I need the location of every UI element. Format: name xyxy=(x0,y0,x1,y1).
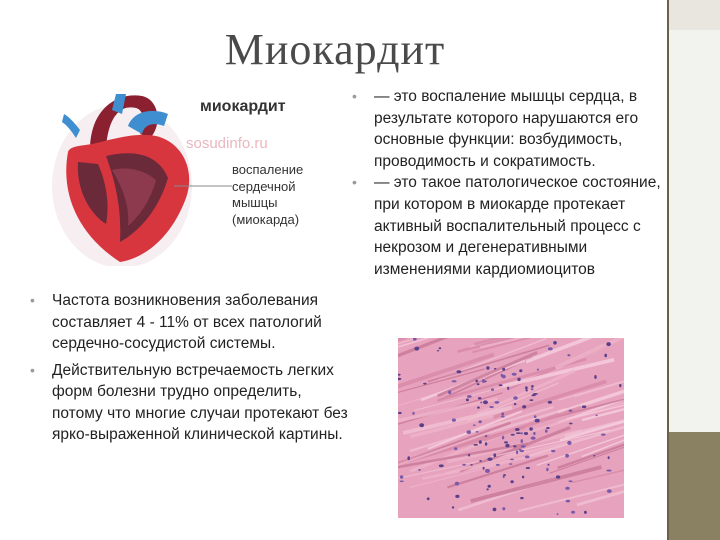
histology-nucleus xyxy=(553,341,557,345)
histology-nucleus xyxy=(462,464,466,466)
histology-nucleus xyxy=(477,383,480,385)
histology-nucleus xyxy=(529,399,533,401)
histology-nucleus xyxy=(594,375,596,379)
histology-nucleus xyxy=(501,374,503,377)
right-bullet-list xyxy=(352,86,668,280)
histology-nucleus xyxy=(551,450,555,452)
histology-nucleus xyxy=(495,401,500,404)
histology-nucleus xyxy=(533,432,535,435)
histology-nucleus xyxy=(496,464,500,466)
histology-nucleus xyxy=(565,454,569,458)
histology-nucleus xyxy=(593,455,595,457)
histology-nucleus xyxy=(455,482,459,486)
histology-nucleus xyxy=(452,418,456,421)
histology-nucleus xyxy=(517,378,520,381)
histology-nucleus xyxy=(468,454,470,457)
bullet-text: Действительную встречаемость легких форм болезни трудно определить, потому что многие случаи протекают без ярко-выраженной клинической картины. xyxy=(52,361,348,443)
histology-nucleus xyxy=(486,366,489,369)
histology-nucleus xyxy=(485,435,487,437)
figure-description xyxy=(232,162,352,228)
histology-nucleus xyxy=(485,442,487,445)
histology-nucleus xyxy=(516,450,518,454)
histology-nucleus xyxy=(489,406,494,408)
histology-nucleus xyxy=(568,480,572,482)
histology-nucleus xyxy=(476,431,479,433)
histology-nucleus xyxy=(478,397,482,399)
figure-description-line: (миокарда) xyxy=(232,211,300,227)
histology-nucleus xyxy=(473,424,476,426)
histology-nucleus xyxy=(510,459,514,461)
histology-nucleus xyxy=(525,386,528,389)
histology-nucleus xyxy=(521,432,523,434)
histology-nucleus xyxy=(567,441,571,445)
histology-nucleus xyxy=(466,399,469,402)
histology-nucleus xyxy=(491,388,494,391)
list-item xyxy=(352,172,668,280)
histology-nucleus xyxy=(548,401,552,404)
histology-nucleus xyxy=(479,460,482,462)
histology-nucleus xyxy=(606,342,611,346)
bullet-dot-icon: • xyxy=(30,361,35,378)
histology-nucleus xyxy=(493,508,497,512)
histology-nucleus xyxy=(503,474,506,476)
histology-nucleus xyxy=(507,387,509,390)
histology-nucleus xyxy=(470,464,472,466)
histology-nucleus xyxy=(504,441,508,443)
histology-nucleus xyxy=(596,415,598,417)
list-item xyxy=(30,290,350,355)
histology-nucleus xyxy=(400,481,404,483)
figure-label: миокардит xyxy=(200,98,286,115)
histology-nucleus xyxy=(480,402,482,404)
histology-nucleus xyxy=(501,416,505,418)
histology-nucleus xyxy=(529,427,533,430)
side-accent xyxy=(668,0,720,30)
bullet-dot-icon: • xyxy=(352,88,357,104)
histology-nucleus xyxy=(452,506,454,508)
bullet-dot-icon: • xyxy=(352,174,357,191)
slide-title: Миокардит xyxy=(224,25,446,74)
histology-nucleus xyxy=(519,369,522,372)
histology-nucleus xyxy=(582,405,587,408)
histology-nucleus xyxy=(485,469,490,473)
histology-nucleus xyxy=(510,480,513,483)
histology-nucleus xyxy=(455,495,459,498)
histology-nucleus xyxy=(521,445,526,447)
histology-nucleus xyxy=(511,434,515,436)
histology-nucleus xyxy=(534,415,537,418)
histology-image xyxy=(398,338,624,518)
histology-nucleus xyxy=(608,456,610,459)
histology-nucleus xyxy=(584,511,587,514)
histology-nucleus xyxy=(565,487,569,490)
histology-nucleus xyxy=(519,449,522,451)
histology-nucleus xyxy=(482,379,485,383)
histology-nucleus xyxy=(513,445,516,447)
histology-nucleus xyxy=(475,380,478,383)
histology-nucleus xyxy=(423,383,427,385)
histology-nucleus xyxy=(535,419,540,423)
histology-nucleus xyxy=(524,432,528,435)
histology-nucleus xyxy=(531,388,534,390)
histology-nucleus xyxy=(545,430,548,433)
left-bullet-list xyxy=(30,290,350,451)
histology-nucleus xyxy=(419,423,424,427)
histology-nucleus xyxy=(606,470,611,472)
histology-nucleus xyxy=(452,380,457,382)
histology-nucleus xyxy=(566,500,570,503)
figure-description-line: воспаление xyxy=(232,162,304,177)
histology-nucleus xyxy=(607,489,612,493)
histology-nucleus xyxy=(557,513,559,515)
histology-nucleus xyxy=(502,436,504,440)
histology-nucleus xyxy=(556,475,560,478)
figure-description-line: мышцы xyxy=(232,195,278,210)
histology-nucleus xyxy=(537,369,539,371)
bullet-text: — это такое патологическое состояние, при котором в миокарде протекает активный воспалительный процесс с некрозом и дегенеративными изменениями кардиомиоцитов xyxy=(374,174,661,278)
histology-nucleus xyxy=(437,350,440,352)
list-item xyxy=(30,360,350,446)
histology-nucleus xyxy=(567,354,570,356)
histology-nucleus xyxy=(546,468,548,471)
histology-nucleus xyxy=(418,469,421,471)
histology-nucleus xyxy=(499,384,503,386)
histology-nucleus xyxy=(407,456,410,460)
histology-nucleus xyxy=(509,463,512,465)
histology-nucleus xyxy=(522,405,526,408)
histology-nucleus xyxy=(531,437,536,440)
histology-nucleus xyxy=(412,412,414,415)
histology-nucleus xyxy=(427,497,430,500)
side-corner-block xyxy=(669,432,720,540)
histology-nucleus xyxy=(477,407,480,409)
histology-nucleus xyxy=(483,467,485,470)
histology-nucleus xyxy=(400,475,403,479)
histology-nucleus xyxy=(494,368,497,370)
histology-nucleus xyxy=(467,395,472,398)
histology-nucleus xyxy=(478,420,481,423)
histology-nucleus xyxy=(548,347,553,350)
histology-nucleus xyxy=(488,485,491,488)
histology-nucleus xyxy=(487,458,492,461)
histology-nucleus xyxy=(571,511,575,514)
histology-nucleus xyxy=(479,440,482,444)
histology-nucleus xyxy=(456,370,461,373)
histology-nucleus xyxy=(515,428,520,431)
histology-nucleus xyxy=(526,390,528,392)
bullet-text: — это воспаление мышцы сердца, в результате которого нарушаются его основные функции: возбудимость, проводимость и сократимость. xyxy=(374,88,639,170)
bullet-text: Частота возникновения заболевания составляет 4 - 11% от всех патологий сердечно-сосудистой системы. xyxy=(52,292,322,352)
bullet-dot-icon: • xyxy=(30,292,35,308)
histology-nucleus xyxy=(502,368,505,371)
histology-nucleus xyxy=(448,390,451,394)
histology-nucleus xyxy=(439,464,444,467)
histology-nucleus xyxy=(520,497,523,499)
histology-nucleus xyxy=(483,400,488,404)
histology-nucleus xyxy=(569,423,573,425)
histology-nucleus xyxy=(439,347,442,349)
histology-nucleus xyxy=(467,430,472,434)
histology-nucleus xyxy=(501,412,504,415)
histology-nucleus xyxy=(601,434,606,436)
histology-nucleus xyxy=(512,373,517,376)
histology-nucleus xyxy=(454,447,457,450)
histology-nucleus xyxy=(531,394,535,396)
histology-nucleus xyxy=(531,385,534,388)
histology-nucleus xyxy=(546,427,550,429)
histology-nucleus xyxy=(493,453,496,457)
histology-nucleus xyxy=(486,488,488,490)
histology-nucleus xyxy=(522,476,524,479)
histology-nucleus xyxy=(516,432,521,434)
histology-nucleus xyxy=(604,354,607,358)
histology-nucleus xyxy=(473,444,478,446)
figure-description-line: сердечной xyxy=(232,178,296,194)
histology-nucleus xyxy=(514,403,517,405)
histology-nucleus xyxy=(505,444,509,448)
histology-nucleus xyxy=(513,396,518,400)
histology-nucleus xyxy=(525,456,530,459)
histology-nucleus xyxy=(569,410,573,412)
histology-nucleus xyxy=(414,347,419,351)
figure-watermark: sosudinfo.ru xyxy=(186,135,268,152)
histology-nucleus xyxy=(548,464,550,466)
list-item xyxy=(352,86,668,172)
histology-nucleus xyxy=(502,507,505,510)
histology-nucleus xyxy=(521,439,523,443)
histology-nucleus xyxy=(526,467,530,469)
histology-nucleus xyxy=(619,384,621,387)
histology-nucleus xyxy=(398,412,402,414)
